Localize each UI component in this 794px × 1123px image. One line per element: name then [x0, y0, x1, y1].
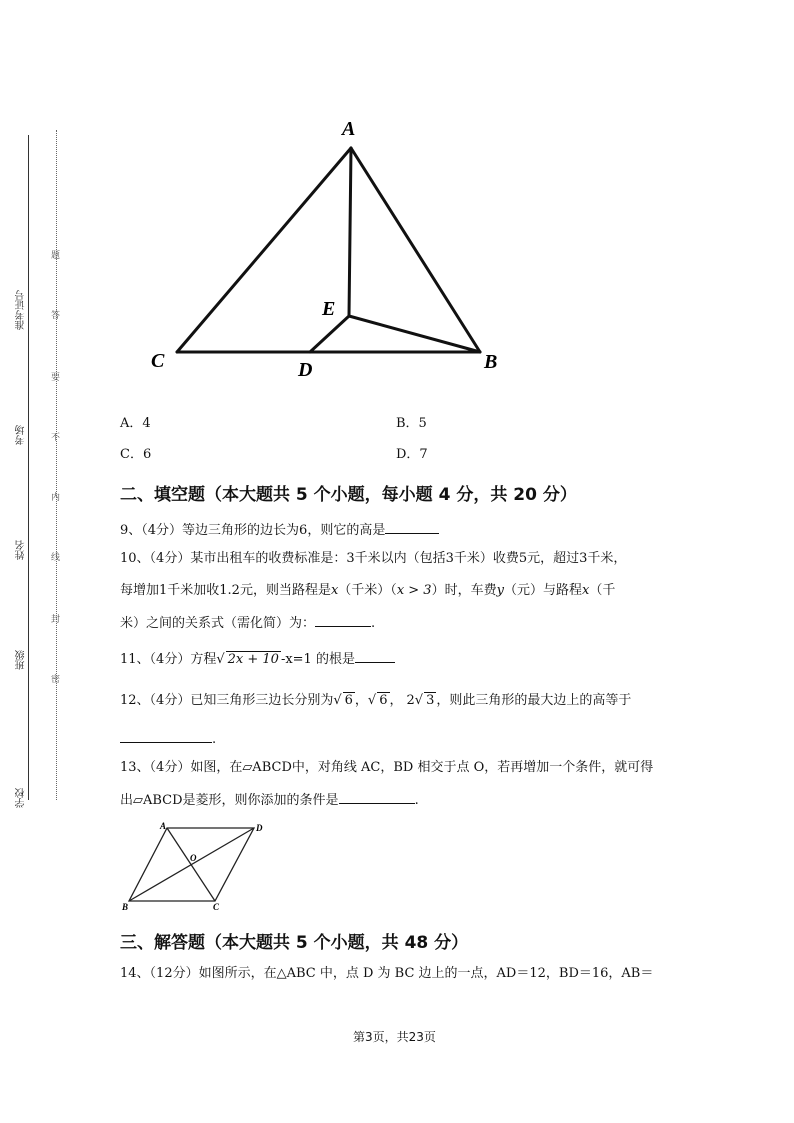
- seal-char: 题: [51, 251, 61, 261]
- answer-blank: [315, 614, 371, 627]
- margin-label-class: 班级: [16, 650, 27, 670]
- page-footer: 第3页，共23页: [353, 1030, 436, 1044]
- question-13-line-1: 13、（4分）如图，在▱ABCD中，对角线 AC，BD 相交于点 O，若再增加一个条件，就可得: [120, 760, 654, 775]
- section-title-solution: 三、解答题（本大题共 5 个小题，共 48 分）: [120, 933, 469, 953]
- label-a: A: [342, 118, 356, 140]
- question-11: 11、（4分）方程√ 2x + 10 -x=1 的根是: [120, 650, 395, 668]
- option-d: D．7: [396, 447, 428, 462]
- label-e: E: [322, 298, 336, 320]
- label-c: C: [151, 350, 165, 372]
- seal-char: 密: [51, 675, 61, 685]
- margin-line-dotted: [56, 130, 57, 800]
- margin-label-exam-room: 考场: [16, 425, 27, 445]
- radical-sign: √: [216, 652, 225, 667]
- seal-char: 线: [51, 553, 61, 563]
- label-d: D: [298, 359, 313, 381]
- seal-char: 内: [51, 493, 61, 503]
- question-13-line-2: 出▱ABCD是菱形，则你添加的条件是 .: [120, 793, 419, 808]
- seal-char: 答: [51, 311, 61, 321]
- margin-label-exam-id: 准考证号: [16, 290, 27, 330]
- question-9-text: 9、（4分）等边三角形的边长为6，则它的高是: [120, 523, 386, 538]
- answer-blank: [385, 521, 439, 534]
- question-10-line-3: 米）之间的关系式（需化简）为： .: [120, 616, 376, 631]
- margin-line-outer: [28, 135, 29, 800]
- question-12: 12、（4分）已知三角形三边长分别为√ 6 ，√ 6 ， 2√ 3 ，则此三角形的最大边上的高等于: [120, 693, 632, 708]
- question-12-answer: .: [120, 730, 216, 748]
- label-a: A: [160, 821, 167, 831]
- option-c: C．6: [120, 447, 152, 462]
- segment-ac: [177, 148, 351, 352]
- parallelogram-figure: [118, 818, 278, 918]
- question-10-line-1: 10、（4分）某市出租车的收费标准是：3千米以内（包括3千米）收费5元，超过3千米，: [120, 551, 627, 566]
- answer-blank: [120, 730, 212, 743]
- segment-ed: [310, 316, 349, 352]
- label-c: C: [213, 902, 220, 912]
- parallelogram-diagram: [118, 818, 278, 918]
- triangle-diagram: [140, 110, 520, 390]
- seal-char: 不: [51, 433, 61, 443]
- seal-char: 封: [51, 615, 61, 625]
- segment-ae: [349, 148, 351, 316]
- margin-label-name: 姓名: [16, 540, 27, 560]
- question-14: 14、（12分）如图所示，在△ABC 中，点 D 为 BC 边上的一点，AD＝12，BD＝16，AB＝: [120, 966, 654, 981]
- label-b: B: [122, 902, 129, 912]
- triangle-figure: [140, 110, 520, 390]
- margin-label-school: 学校: [16, 788, 27, 808]
- label-o: O: [190, 853, 197, 863]
- section-title-fill-in: 二、填空题（本大题共 5 个小题，每小题 4 分，共 20 分）: [120, 485, 577, 505]
- answer-blank: [355, 650, 395, 663]
- label-b: B: [484, 351, 498, 373]
- question-9: [120, 521, 439, 539]
- seal-char: 要: [51, 373, 61, 383]
- option-a: A．4: [120, 416, 151, 431]
- label-d: D: [256, 823, 263, 833]
- option-b: B．5: [396, 416, 427, 431]
- radicand: 2x + 10: [227, 652, 279, 667]
- answer-blank: [339, 791, 415, 804]
- question-10-line-2: 每增加1千米加收1.2元，则当路程是x（千米）（x > 3）时，车费y（元）与路程x（千: [120, 583, 616, 598]
